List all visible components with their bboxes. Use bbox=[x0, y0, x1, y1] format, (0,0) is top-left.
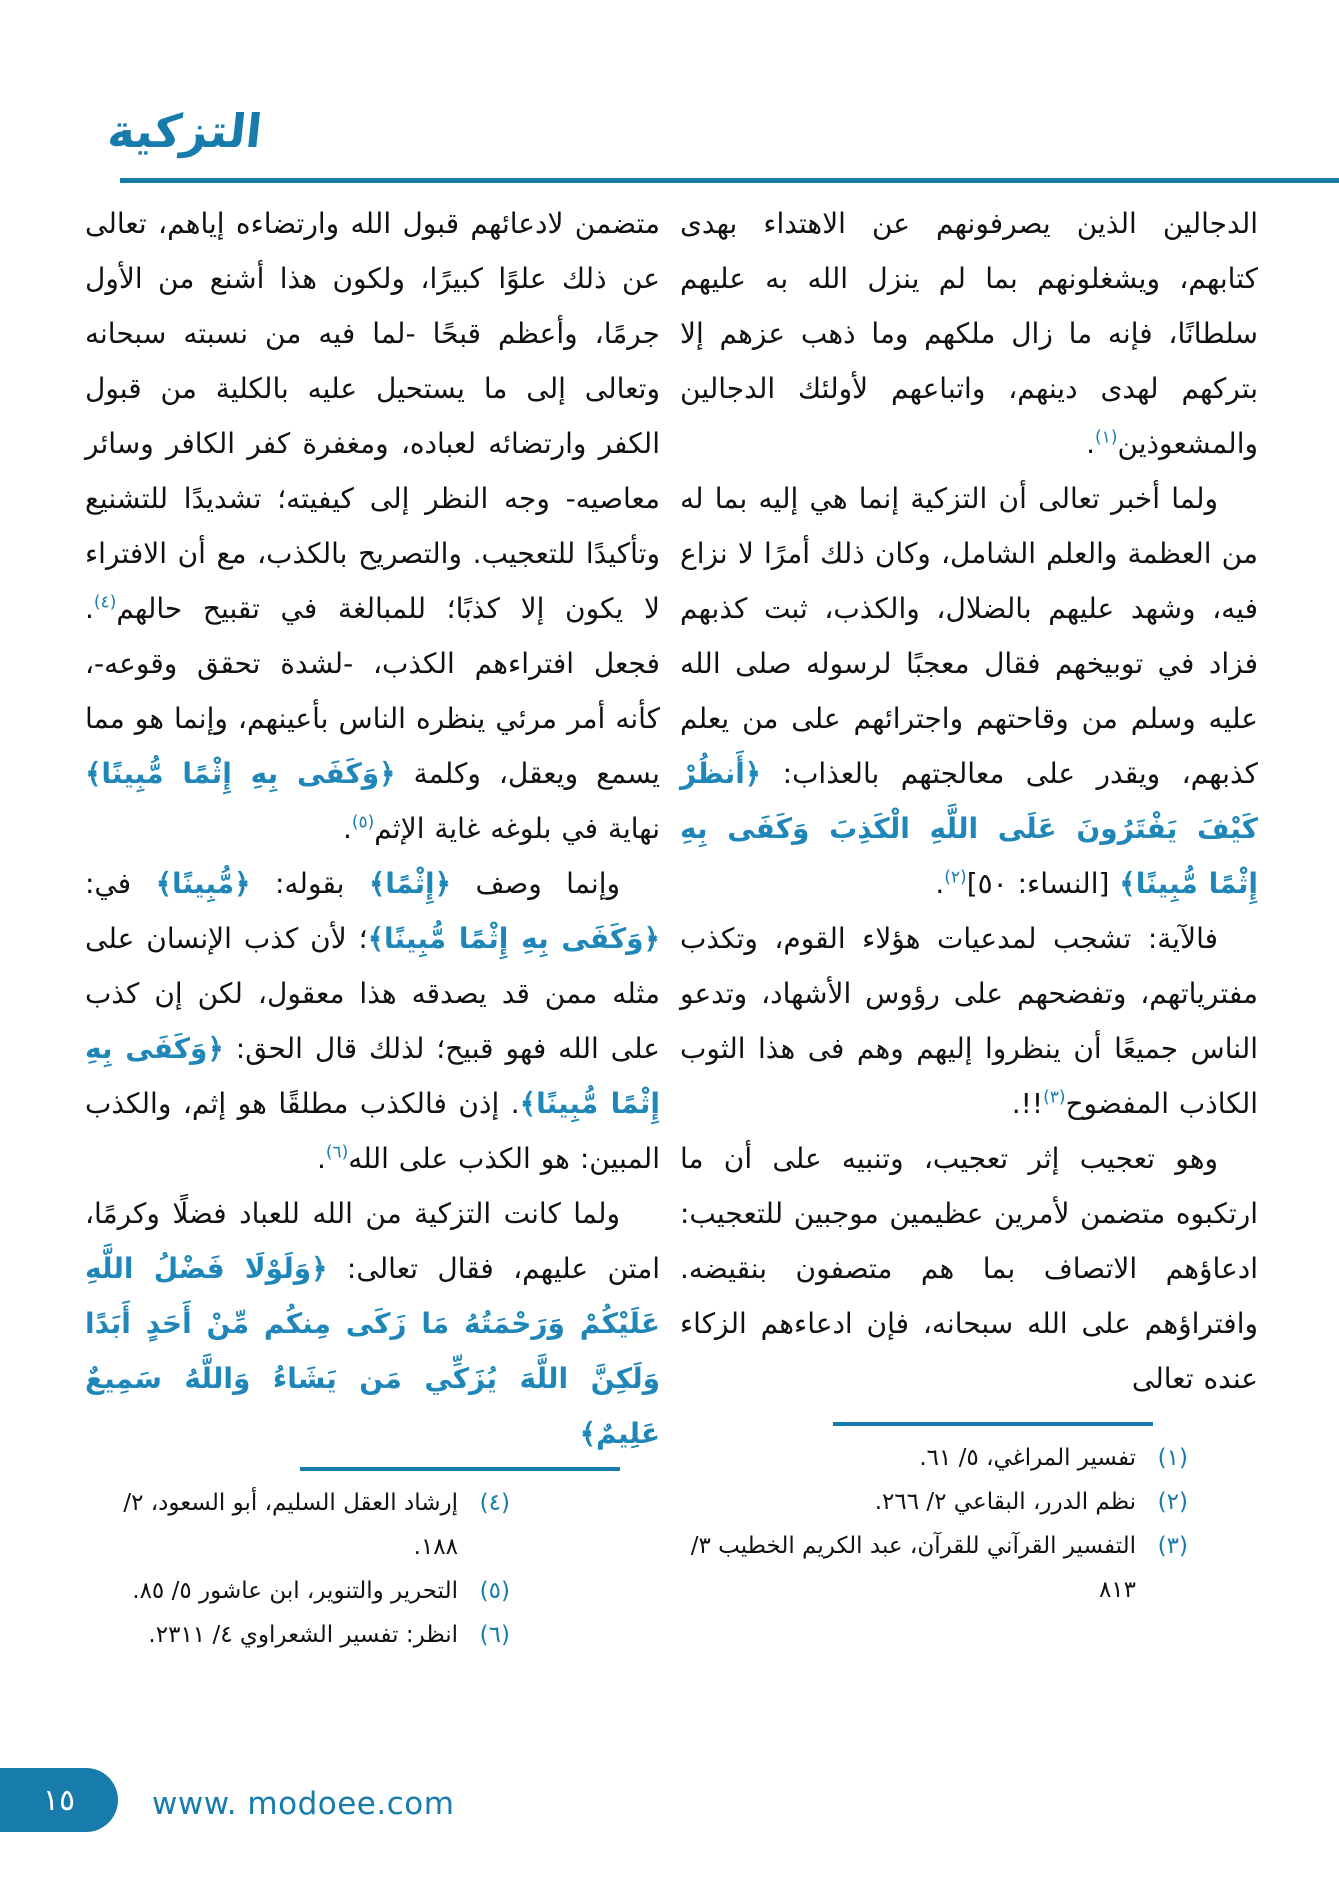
body-text: ؛ لأن كذب الإنسان على مثله ممن قد يصدقه هذا معقول، لكن إن كذب على الله فهو قبيح؛ لذلك قال الحق: bbox=[85, 922, 660, 1065]
body-text: . فجعل افتراءهم الكذب، -لشدة تحقق وقوعه-، كأنه أمر مرئي ينظره الناس بأعينهم، وإنما هو مما يسمع ويعقل، وكلمة bbox=[85, 592, 660, 790]
quran-verse: ﴿مُّبِينًا﴾ bbox=[155, 867, 251, 900]
paragraph bbox=[680, 1131, 1258, 1406]
body-text: ولما كانت التزكية من الله للعباد فضلًا وكرمًا، امتن عليهم، فقال تعالى: bbox=[85, 1197, 660, 1285]
footnote-ref: (١) bbox=[1095, 427, 1118, 448]
body-text: ولما أخبر تعالى أن التزكية إنما هي إليه بما له من العظمة والعلم الشامل، وكان ذلك أمرًا لا نزاع فيه، وشهد عليهم بالضلال، والكذب، ثبت كذبهم فزاد في توبيخهم فقال معجبًا لرسوله صلى الله عليه وسلم من وقاحتهم واجترائهم على من يعلم كذبهم، ويقدر على معالجتهم بالعذاب: bbox=[680, 482, 1258, 790]
footnote-ref: (٤) bbox=[93, 592, 117, 613]
footnote bbox=[85, 1613, 510, 1657]
body-text: وإنما وصف bbox=[451, 867, 620, 900]
footnote-divider bbox=[300, 1467, 620, 1471]
page-number-badge bbox=[0, 1768, 118, 1832]
footnote-marker: (٦) bbox=[479, 1622, 510, 1648]
column-right bbox=[680, 196, 1258, 1612]
footnote-list bbox=[680, 1436, 1188, 1612]
footnote bbox=[85, 1569, 510, 1613]
book-title-logo: التزكية bbox=[105, 104, 265, 158]
quran-verse: ﴿وَلَوْلَا فَضْلُ اللَّهِ عَلَيْكُمْ وَرَحْمَتُهُ مَا زَكَى مِنكُم مِّنْ أَحَدٍ أَبَدًا وَلَكِنَّ اللَّهَ يُزَكِّي مَن يَشَاءُ وَاللَّهُ سَمِيعٌ عَلِيمٌ﴾ bbox=[85, 1252, 660, 1450]
footnote-text: التفسير القرآني للقرآن، عبد الكريم الخطيب ٣/ ٨١٣ bbox=[690, 1533, 1136, 1603]
paragraph bbox=[85, 1186, 660, 1461]
footnote-ref: (٥) bbox=[351, 812, 375, 833]
paragraph bbox=[85, 196, 660, 856]
paragraph bbox=[680, 471, 1258, 911]
quran-verse: ﴿وَكَفَى بِهِ إِثْمًا مُّبِينًا﴾ bbox=[85, 757, 396, 790]
footnote-marker: (١) bbox=[1157, 1445, 1188, 1471]
paragraph bbox=[680, 196, 1258, 471]
footnote bbox=[85, 1481, 510, 1569]
paragraph bbox=[85, 856, 660, 1186]
body-text: بقوله: bbox=[250, 867, 369, 900]
header-rule bbox=[120, 178, 1339, 183]
paragraph bbox=[680, 911, 1258, 1131]
body-text: . إذن فالكذب مطلقًا هو إثم، والكذب المبين: هو الكذب على الله bbox=[85, 1087, 660, 1175]
footnote-marker: (٤) bbox=[479, 1490, 510, 1516]
footnote-text: تفسير المراغي، ٥/ ٦١. bbox=[919, 1445, 1136, 1471]
footnote-list bbox=[85, 1481, 510, 1657]
footnote-marker: (٥) bbox=[479, 1578, 510, 1604]
website-link[interactable]: www. modoee.com bbox=[152, 1786, 455, 1822]
footnote-text: التحرير والتنوير، ابن عاشور ٥/ ٨٥. bbox=[132, 1578, 458, 1604]
body-text: نهاية في بلوغه غاية الإثم bbox=[374, 812, 660, 845]
body-text: . bbox=[342, 812, 352, 845]
page-content bbox=[85, 196, 1258, 1657]
body-text: وهو تعجيب إثر تعجيب، وتنبيه على أن ما ارتكبوه متضمن لأمرين عظيمين موجبين للتعجيب: ادعاؤهم الاتصاف بما هم متصفون بنقيضه. وافتراؤهم على الله سبحانه، فإن ادعاءهم الزكاء عنده تعالى bbox=[680, 1142, 1258, 1395]
footnote-divider bbox=[833, 1422, 1153, 1426]
footnote bbox=[680, 1480, 1188, 1524]
footnote-text: إرشاد العقل السليم، أبو السعود، ٢/ ١٨٨. bbox=[123, 1490, 458, 1560]
body-text: فالآية: تشجب لمدعيات هؤلاء القوم، وتكذب مفترياتهم، وتفضحهم على رؤوس الأشهاد، وتدعو الناس جميعًا أن ينظروا إليهم وهم فى هذا الثوب الكاذب المفضوح bbox=[680, 922, 1258, 1120]
footnote bbox=[680, 1436, 1188, 1480]
column-left bbox=[85, 196, 660, 1657]
footnote-marker: (٣) bbox=[1157, 1533, 1188, 1559]
footnote-ref: (٢) bbox=[944, 867, 967, 888]
footnote-text: انظر: تفسير الشعراوي ٤/ ٢٣١١. bbox=[148, 1622, 458, 1648]
footnote-text: نظم الدرر، البقاعي ٢/ ٢٦٦. bbox=[874, 1489, 1136, 1515]
footnote-ref: (٦) bbox=[325, 1142, 349, 1163]
page-number: ١٥ bbox=[42, 1782, 76, 1818]
footnote-ref: (٣) bbox=[1043, 1087, 1066, 1108]
body-text: في: bbox=[85, 867, 156, 900]
body-text: [النساء: ٥٠] bbox=[966, 867, 1120, 900]
quran-verse: ﴿إِثْمًا﴾ bbox=[368, 867, 452, 900]
body-text: !!. bbox=[1011, 1087, 1044, 1120]
footnote bbox=[680, 1524, 1188, 1612]
quran-verse: ﴿أَنظُرْ كَيْفَ يَفْتَرُونَ عَلَى اللَّهِ الْكَذِبَ وَكَفَى بِهِ إِثْمًا مُّبِينًا﴾ bbox=[680, 757, 1258, 900]
body-text: الدجالين الذين يصرفونهم عن الاهتداء بهدى كتابهم، ويشغلونهم بما لم ينزل الله به عليهم سلطانًا، فإنه ما زال ملكهم وما ذهب عزهم إلا بتركهم لهدى دينهم، واتباعهم لأولئك الدجالين والمشعوذين bbox=[680, 207, 1258, 460]
body-text: . bbox=[935, 867, 945, 900]
body-text: متضمن لادعائهم قبول الله وارتضاءه إياهم، تعالى عن ذلك علوًا كبيرًا، ولكون هذا أشنع من الأول جرمًا، وأعظم قبحًا -لما فيه من نسبته سبحانه وتعالى إلى ما يستحيل عليه بالكلية من قبول الكفر وارتضائه لعباده، ومغفرة كفر الكافر وسائر معاصيه- وجه النظر إلى كيفيته؛ تشديدًا للتشنيع وتأكيدًا للتعجيب. والتصريح بالكذب، مع أن الافتراء لا يكون إلا كذبًا؛ للمبالغة في تقبيح حالهم bbox=[85, 207, 660, 625]
body-text: . bbox=[1086, 427, 1096, 460]
body-text: . bbox=[316, 1142, 326, 1175]
quran-verse: ﴿وَكَفَى بِهِ إِثْمًا مُّبِينًا﴾ bbox=[367, 922, 660, 955]
footnote-marker: (٢) bbox=[1157, 1489, 1188, 1515]
quran-verse: ﴿وَكَفَى بِهِ إِثْمًا مُّبِينًا﴾ bbox=[85, 1032, 660, 1120]
